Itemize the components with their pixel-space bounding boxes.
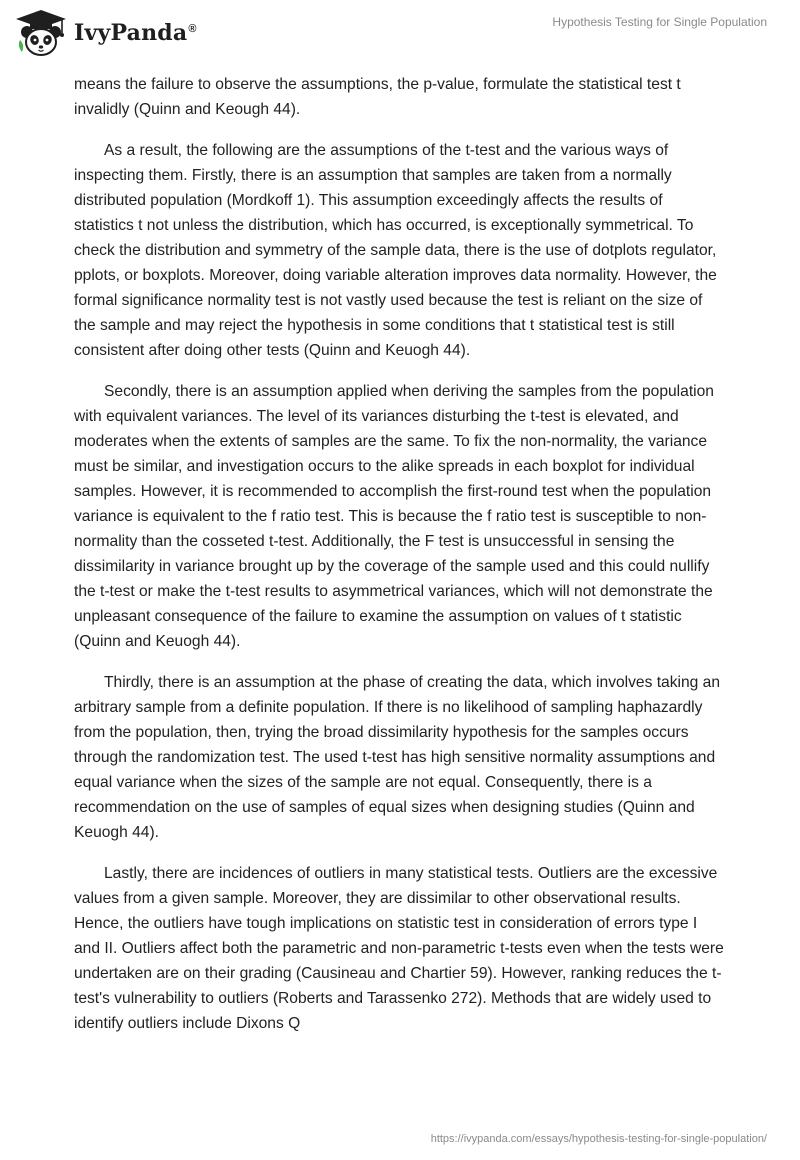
panda-graduate-icon [14, 8, 68, 58]
ivypanda-logo[interactable] [14, 8, 197, 58]
paragraph-2: As a result, the following are the assumptions of the t-test and the various ways of inspecting them. Firstly, there is an assumption that samples are taken from a normally distributed population (Mordkoff 1). This assumption exceedingly affects the results of statistics t not unless the distribution, which has occurred, is exceptionally symmetrical. To check the distribution and symmetry of the sample data, there is the use of dotplots regulator, pplots, or boxplots. Moreover, doing variable alteration improves data normality. However, the formal significance normality test is not vastly used because the test is reliant on the size of the sample and may reject the hypothesis in some conditions that t statistical test is still consistent after doing other tests (Quinn and Keuogh 44). [74, 142, 717, 359]
paragraph-1: means the failure to observe the assumptions, the p-value, formulate the statistical test t invalidly (Quinn and Keough 44). [74, 76, 681, 118]
paragraph-4: Thirdly, there is an assumption at the phase of creating the data, which involves taking an arbitrary sample from a definite population. If there is no likelihood of sampling haphazardly from the population, then, trying the broad dissimilarity hypothesis for the samples occurs through the randomization test. The used t-test has high sensitive normality assumptions and equal variance when the sizes of the sample are not equal. Consequently, there is a recommendation on the use of samples of equal sizes when designing studies (Quinn and Keuogh 44). [74, 674, 721, 841]
page-header [0, 0, 800, 66]
essay-body [74, 72, 724, 1052]
paragraph-5: Lastly, there are incidences of outliers in many statistical tests. Outliers are the excessive values from a given sample. Moreover, they are dissimilar to other observational results. Hence, the outliers have tough implications on statistic test in consideration of errors type I and II. Outliers affect both the parametric and non-parametric t-tests even when the tests were undertaken are on their grading (Causineau and Chartier 59). However, ranking reduces the t-test's vulnerability to outliers (Roberts and Tarassenko 272). Methods that are widely used to identify outliers include Dixons Q [74, 865, 724, 1032]
registered-mark: ® [188, 22, 197, 35]
paragraph-3: Secondly, there is an assumption applied when deriving the samples from the population with equivalent variances. The level of its variances disturbing the t-test is elevated, and moderates when the extents of samples are the same. To fix the non-normality, the variance must be similar, and investigation occurs to the alike spreads in each boxplot for individual samples. However, it is recommended to accomplish the first-round test when the population variance is equivalent to the f ratio test. This is because the f ratio test is susceptible to non-normality than the cosseted t-test. Additionally, the F test is unsuccessful in sensing the dissimilarity in variance brought up by the coverage of the sample used and this could nullify the t-test or make the t-test results to asymmetrical variances, which will not demonstrate the unpleasant consequence of the failure to examine the assumption on values of t statistic (Quinn and Keuogh 44). [74, 383, 714, 650]
source-url[interactable]: https://ivypanda.com/essays/hypothesis-testing-for-single-population/ [430, 1133, 767, 1145]
document-title: Hypothesis Testing for Single Population [552, 15, 767, 29]
brand-name: IvyPanda® [74, 20, 197, 46]
